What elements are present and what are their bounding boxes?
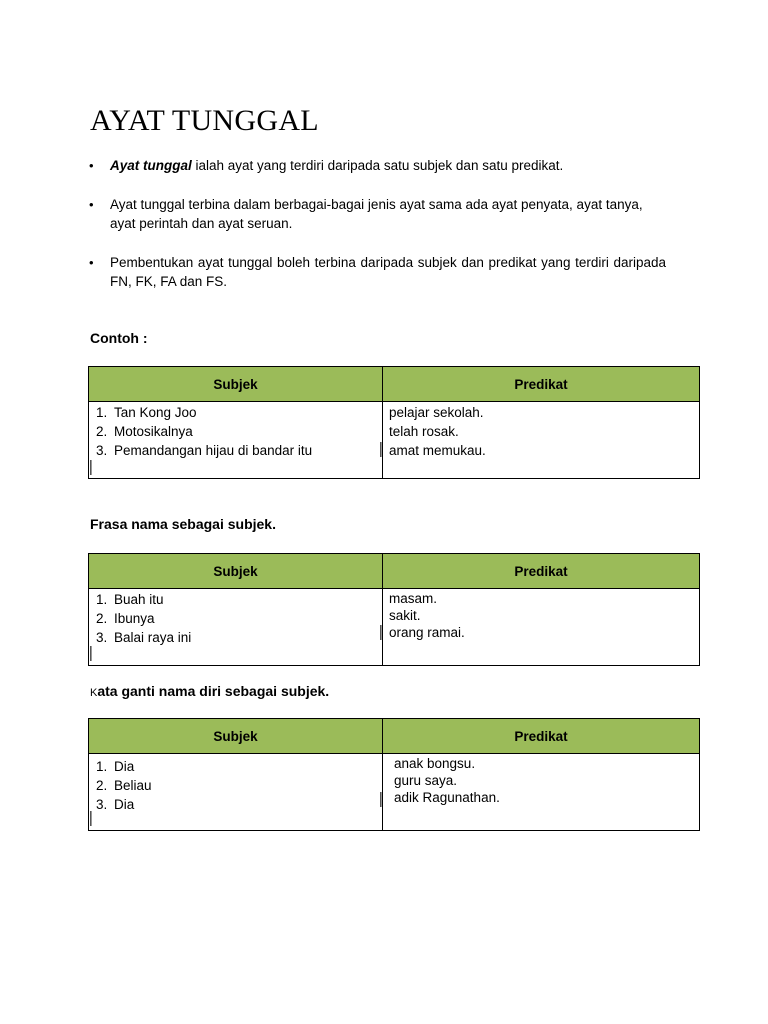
list-item: 3. Pemandangan hijau di bandar itu (96, 443, 313, 458)
table-header-row (89, 367, 700, 402)
bullet-icon: • (89, 197, 94, 212)
subject-list (89, 755, 382, 814)
bullet-text: Ayat tunggal terbina dalam berbagai-bagai jenis ayat sama ada ayat penyata, ayat tanya, ayat perintah dan ayat seruan. (110, 197, 643, 231)
text-cursor-mark (380, 625, 382, 640)
list-item: sakit. (389, 608, 421, 623)
table-header-row (89, 554, 700, 589)
predicate-list (383, 590, 699, 641)
predicate-column-header: Predikat (383, 719, 700, 754)
table-row (89, 589, 700, 666)
text-cursor-mark (90, 460, 92, 475)
subject-column-header: Subjek (89, 367, 383, 402)
predicate-cell (383, 589, 700, 666)
bullet-icon: • (89, 255, 94, 270)
predicate-column-header: Predikat (383, 367, 700, 402)
subject-cell (89, 754, 383, 831)
bullet-item-formation (90, 253, 666, 291)
text-cursor-mark (90, 811, 92, 826)
list-item: guru saya. (394, 773, 458, 788)
predicate-list (383, 403, 699, 460)
subject-cell (89, 402, 383, 479)
list-item: amat memukau. (389, 443, 486, 458)
list-item: 2. Ibunya (96, 611, 155, 626)
table-row (89, 754, 700, 831)
predicate-cell (383, 402, 700, 479)
section-label-kata-ganti: Kata ganti nama diri sebagai subjek. (90, 683, 330, 699)
list-item: adik Ragunathan. (394, 790, 500, 805)
bullet-icon: • (89, 158, 94, 173)
subject-list (89, 403, 382, 460)
bullet-item-types (90, 195, 666, 233)
list-item: 2. Motosikalnya (96, 424, 193, 439)
subject-cell (89, 589, 383, 666)
list-item: telah rosak. (389, 424, 459, 439)
table-row (89, 402, 700, 479)
list-item: masam. (389, 591, 438, 606)
predicate-column-header: Predikat (383, 554, 700, 589)
pronoun-table (88, 718, 700, 831)
list-item: pelajar sekolah. (389, 405, 484, 420)
text-cursor-mark (380, 792, 382, 807)
list-item: anak bongsu. (394, 756, 476, 771)
bullet-text: Ayat tunggal ialah ayat yang terdiri daripada satu subjek dan satu predikat. (110, 158, 564, 173)
example-table (88, 366, 700, 479)
list-item: 1. Buah itu (96, 592, 164, 607)
noun-phrase-table (88, 553, 700, 666)
bullet-item-definition (90, 156, 666, 175)
list-item: 3. Dia (96, 797, 135, 812)
list-item: orang ramai. (389, 625, 465, 640)
page-title: AYAT TUNGGAL (90, 104, 319, 137)
list-item: 1. Dia (96, 759, 135, 774)
bullet-emphasis: Ayat tunggal (110, 158, 192, 173)
text-cursor-mark (380, 442, 382, 457)
bullet-text: Pembentukan ayat tunggal boleh terbina daripada subjek dan predikat yang terdiri daripada FN, FK, FA dan FS. (110, 255, 666, 289)
text-cursor-mark (90, 646, 92, 661)
section-label-frasa-nama: Frasa nama sebagai subjek. (90, 516, 276, 532)
subject-column-header: Subjek (89, 554, 383, 589)
list-item: 1. Tan Kong Joo (96, 405, 197, 420)
section-label-contoh: Contoh : (90, 330, 148, 346)
predicate-cell (383, 754, 700, 831)
subject-list (89, 590, 382, 647)
list-item: 3. Balai raya ini (96, 630, 192, 645)
list-item: 2. Beliau (96, 778, 152, 793)
predicate-list (383, 755, 699, 806)
subject-column-header: Subjek (89, 719, 383, 754)
table-header-row (89, 719, 700, 754)
